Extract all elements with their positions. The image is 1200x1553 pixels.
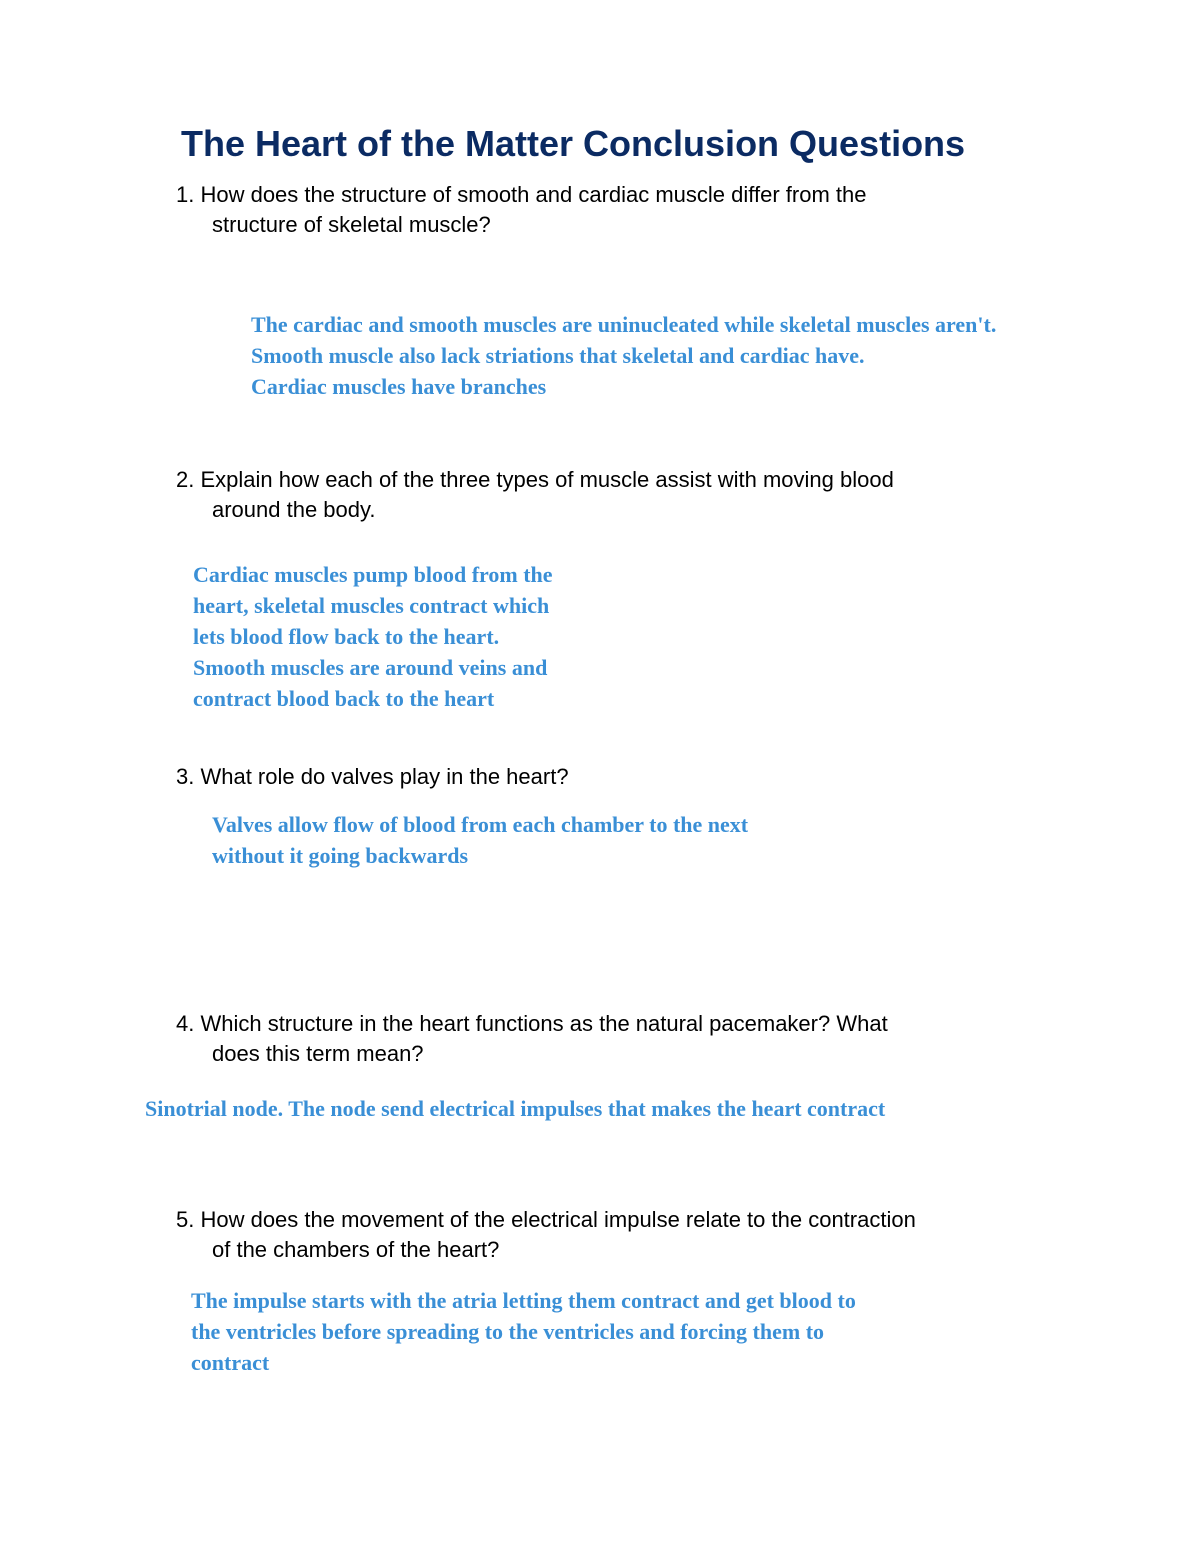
answer-1-line-1: The cardiac and smooth muscles are uninucleated while skeletal muscles aren't.: [251, 312, 997, 337]
answer-3-line-2: without it going backwards: [212, 843, 469, 868]
question-5: [176, 1205, 916, 1265]
question-5-line-1: 5. How does the movement of the electrical impulse relate to the contraction: [176, 1207, 916, 1232]
answer-5: [191, 1285, 856, 1378]
answer-2-line-3: lets blood flow back to the heart.: [193, 624, 500, 649]
answer-1: [251, 309, 996, 402]
answer-4-line-1: Sinotrial node. The node send electrical impulses that makes the heart contract: [145, 1096, 886, 1121]
question-5-line-2: of the chambers of the heart?: [212, 1237, 500, 1262]
question-1: [176, 180, 866, 240]
question-4-line-1: 4. Which structure in the heart functions as the natural pacemaker? What: [176, 1011, 888, 1036]
question-4: [176, 1009, 888, 1069]
answer-5-line-2: the ventricles before spreading to the ventricles and forcing them to: [191, 1319, 825, 1344]
answer-1-line-2: Smooth muscle also lack striations that skeletal and cardiac have.: [251, 343, 865, 368]
answer-2-line-4: Smooth muscles are around veins and: [193, 655, 548, 680]
page-title: The Heart of the Matter Conclusion Questions: [181, 123, 966, 164]
answer-3-line-1: Valves allow flow of blood from each chamber to the next: [212, 812, 749, 837]
answer-3: [212, 809, 748, 871]
question-3-line-1: 3. What role do valves play in the heart?: [176, 764, 569, 789]
answer-5-line-3: contract: [191, 1350, 270, 1375]
question-2-line-1: 2. Explain how each of the three types of muscle assist with moving blood: [176, 467, 894, 492]
question-2: [176, 465, 894, 525]
answer-2-line-2: heart, skeletal muscles contract which: [193, 593, 550, 618]
question-3: [176, 762, 569, 792]
answer-2-line-1: Cardiac muscles pump blood from the: [193, 562, 553, 587]
answer-5-line-1: The impulse starts with the atria letting them contract and get blood to: [191, 1288, 856, 1313]
answer-1-line-3: Cardiac muscles have branches: [251, 374, 547, 399]
answer-2-line-5: contract blood back to the heart: [193, 686, 495, 711]
answer-2: [193, 559, 553, 714]
question-1-line-2: structure of skeletal muscle?: [212, 212, 491, 237]
question-4-line-2: does this term mean?: [212, 1041, 424, 1066]
answer-4: [145, 1093, 885, 1124]
question-2-line-2: around the body.: [212, 497, 376, 522]
question-1-line-1: 1. How does the structure of smooth and cardiac muscle differ from the: [176, 182, 867, 207]
